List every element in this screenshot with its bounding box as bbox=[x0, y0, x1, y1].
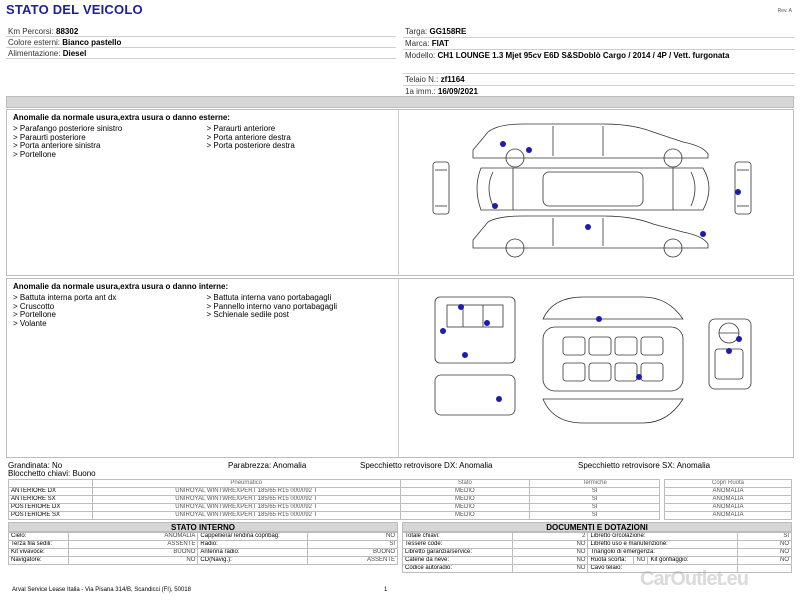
table-row: Catene da neve: NO Ruota scorta: NO Kit gonfiaggio: NO bbox=[403, 557, 792, 565]
table-row: ANTERIORE SX UNIROYAL WINTWREXPERT 185/65 R15 000/092 T MEDIO SI bbox=[9, 496, 660, 504]
list-item: > Battuta interna porta ant dx bbox=[13, 294, 201, 303]
interior-car-svg bbox=[403, 279, 793, 457]
list-item: > Portellone bbox=[13, 311, 201, 320]
exterior-damage-text bbox=[9, 110, 399, 275]
table-row: Libretto garanzia/service: NO Triangolo di emergenza: NO bbox=[403, 549, 792, 557]
section-divider bbox=[6, 96, 794, 108]
vehicle-info-left bbox=[6, 26, 396, 94]
stato-interno-title: STATO INTERNO bbox=[8, 522, 398, 532]
table-row: Codice autoradio: NO Cavo telaio: bbox=[403, 565, 792, 573]
exterior-damage-col2 bbox=[207, 125, 395, 159]
list-item: > Paraurti posteriore bbox=[13, 134, 201, 143]
table-row: Kit vivavoce: BUONO Antenna radio: BUONO bbox=[9, 549, 398, 557]
vehicle-info-right bbox=[403, 26, 795, 94]
table-row: POSTERIORE DX UNIROYAL WINTWREXPERT 185/65 R15 000/092 T MEDIO SI bbox=[9, 504, 660, 512]
table-row: ANOMALIA bbox=[665, 504, 792, 512]
table-row: Navigatore: NO CD(Navig.): ASSENTE bbox=[9, 557, 398, 565]
table-row: ANOMALIA bbox=[665, 512, 792, 520]
table-row: ANOMALIA bbox=[665, 496, 792, 504]
info-row-marca: Marca: FIAT bbox=[403, 38, 795, 50]
specchietto-sx-text: Specchietto retrovisore SX: Anomalia bbox=[578, 461, 711, 470]
info-row-alimentazione: Alimentazione: Diesel bbox=[6, 48, 396, 59]
exterior-car-svg bbox=[403, 110, 793, 275]
table-row: ANOMALIA bbox=[665, 488, 792, 496]
list-item: > Cruscotto bbox=[13, 303, 201, 312]
documenti-section bbox=[402, 522, 792, 573]
list-item: > Parafango posteriore sinistro bbox=[13, 125, 201, 134]
interior-damage-panel bbox=[6, 278, 794, 458]
stato-interno-table bbox=[8, 532, 398, 565]
info-row-modello: Modello: CH1 LOUNGE 1.3 Mjet 95cv E6D S&SDoblò Cargo / 2014 / 4P / Vett. furgonata bbox=[403, 50, 795, 74]
revision-label: Rev. A bbox=[777, 8, 792, 14]
list-item: > Porta posteriore destra bbox=[207, 142, 395, 151]
copri-ruota-header: Copri Ruota bbox=[665, 480, 792, 488]
info-row-km: Km Percorsi: 88302 bbox=[6, 26, 396, 37]
specchietto-dx-text: Specchietto retrovisore DX: Anomalia bbox=[360, 461, 493, 470]
stato-interno-section bbox=[8, 522, 398, 565]
info-row-immatricolazione: 1a imm.: 16/09/2021 bbox=[403, 86, 795, 98]
documenti-table bbox=[402, 532, 792, 573]
exterior-damage-panel bbox=[6, 109, 794, 276]
tyres-table bbox=[8, 479, 660, 520]
list-item: > Volante bbox=[13, 320, 201, 329]
page-title: STATO DEL VEICOLO bbox=[6, 2, 143, 17]
interior-damage-col2 bbox=[207, 294, 395, 328]
interior-damage-col1 bbox=[13, 294, 201, 328]
table-row: ANTERIORE DX UNIROYAL WINTWREXPERT 185/65 R15 000/092 T MEDIO SI bbox=[9, 488, 660, 496]
list-item: > Battuta interna vano portabagagli bbox=[207, 294, 395, 303]
blocchetto-text: Blocchetto chiavi: Buono bbox=[8, 469, 96, 478]
table-header-row: Pneumatico Stato Termiche bbox=[9, 480, 660, 488]
info-row-colore: Colore esterni: Bianco pastello bbox=[6, 37, 396, 48]
list-item: > Pannello interno vano portabagagli bbox=[207, 303, 395, 312]
table-row: POSTERIORE SX UNIROYAL WINTWREXPERT 185/65 R15 000/092 T MEDIO SI bbox=[9, 512, 660, 520]
interior-damage-heading: Anomalie da normale usura,extra usura o danno interne: bbox=[13, 282, 229, 291]
interior-damage-text bbox=[9, 279, 399, 457]
exterior-damage-heading: Anomalie da normale usura,extra usura o danno esterne: bbox=[13, 113, 230, 122]
table-row: Cielo: ANOMALIA Cappelliera/Tendina copribag: NO bbox=[9, 533, 398, 541]
list-item: > Paraurti anteriore bbox=[207, 125, 395, 134]
list-item: > Porta anteriore sinistra bbox=[13, 142, 201, 151]
grandinata-text: Grandinata: No bbox=[8, 461, 63, 470]
info-row-targa: Targa: GG158RE bbox=[403, 26, 795, 38]
list-item: > Porta anteriore destra bbox=[207, 134, 395, 143]
exterior-damage-col1 bbox=[13, 125, 201, 159]
footer-page-number: 1 bbox=[384, 587, 388, 593]
info-row-telaio: Telaio N.: zf1164 bbox=[403, 74, 795, 86]
copri-ruota-table bbox=[664, 479, 792, 520]
table-row: Tessere code: NO Libretto uso e manutenzione: NO bbox=[403, 541, 792, 549]
list-item: > Portellone bbox=[13, 151, 201, 160]
table-row: Totale chiavi: 2 Libretto circolazione: SI bbox=[403, 533, 792, 541]
table-row: Terza fila sedili: ASSENTE Radio: SI bbox=[9, 541, 398, 549]
list-item: > Schienale sedile post bbox=[207, 311, 395, 320]
documenti-title: DOCUMENTI E DOTAZIONI bbox=[402, 522, 792, 532]
footer-company: Arval Service Lease Italia - Via Pisana 314/B, Scandicci (FI), 50018 bbox=[12, 587, 191, 593]
exterior-car-diagram bbox=[403, 110, 793, 275]
watermark-logo: CarOutlet.eu bbox=[640, 568, 749, 590]
interior-car-diagram bbox=[403, 279, 793, 457]
parabrezza-text: Parabrezza: Anomalia bbox=[228, 461, 307, 470]
